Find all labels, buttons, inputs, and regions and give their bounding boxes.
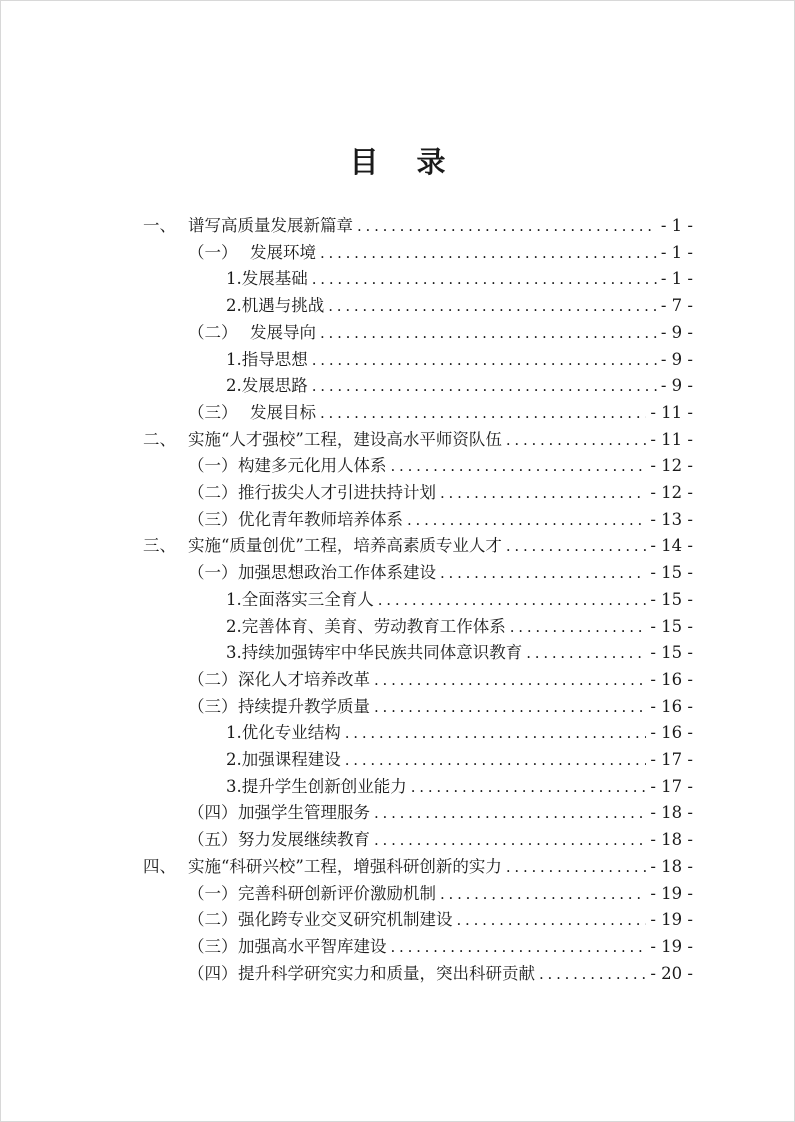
dot-leader <box>312 267 657 291</box>
toc-entry-page: - 17 - <box>650 776 693 796</box>
toc-entry-number: 1. <box>226 723 242 743</box>
toc-entry-number: （二） <box>188 910 238 930</box>
toc-entry-title: 构建多元化用人体系 <box>238 456 387 476</box>
toc-entry-page: - 9 - <box>660 349 693 369</box>
toc-entry-number: （四） <box>188 803 238 823</box>
dot-leader <box>510 615 647 639</box>
toc-entry[interactable] <box>188 962 693 986</box>
toc-entry-page: - 19 - <box>650 910 693 930</box>
dot-leader <box>374 695 646 719</box>
toc-entry-number: 2. <box>226 376 242 396</box>
toc-entry-title: 推行拔尖人才引进扶持计划 <box>238 483 436 502</box>
toc-entry-title: 加强思想政治工作体系建设 <box>238 563 436 583</box>
dot-leader <box>391 454 647 478</box>
toc-entry-title: 持续提升教学质量 <box>238 696 370 716</box>
toc-entry-page: - 1 - <box>660 242 693 262</box>
toc-entry-page: - 15 - <box>650 563 693 583</box>
toc-entry[interactable] <box>188 908 693 932</box>
toc-entry-page: - 15 - <box>650 616 693 636</box>
toc-entry-page: - 18 - <box>650 830 693 850</box>
toc-entry[interactable] <box>226 588 693 612</box>
toc-entry-page: - 18 - <box>650 803 693 823</box>
toc-entry-page: - 1 - <box>660 269 693 289</box>
toc-entry-page: - 19 - <box>650 883 693 903</box>
toc-entry-title: 深化人才培养改革 <box>238 669 370 689</box>
toc-entry-title: 加强课程建设 <box>241 750 341 769</box>
toc-entry-number: （三） <box>188 696 238 716</box>
toc-entry-number: （二） <box>188 669 238 689</box>
toc-entry-number: 三、 <box>143 536 176 556</box>
toc-entry-number: 2. <box>226 750 242 769</box>
dot-leader <box>345 748 647 772</box>
toc-entry-number: （一） <box>188 563 238 583</box>
toc-entry-page: - 9 - <box>660 376 693 396</box>
toc-entry-title: 持续加强铸牢中华民族共同体意识教育 <box>241 643 523 663</box>
toc-entry-page: - 11 - <box>650 429 693 449</box>
dot-leader <box>328 294 657 318</box>
toc-entry-title: 发展导向 <box>250 322 316 342</box>
dot-leader <box>374 801 646 825</box>
toc-entry-title: 实施“质量创优”工程，培养高素质专业人才 <box>188 536 502 556</box>
toc-entry-page: - 1 - <box>660 216 693 235</box>
dot-leader <box>506 428 646 452</box>
toc-entry-number: 1. <box>226 349 242 369</box>
toc-entry[interactable] <box>188 241 693 265</box>
toc-entry-title: 全面落实三全育人 <box>241 589 374 609</box>
toc-entry-title: 发展环境 <box>250 242 316 262</box>
dot-leader <box>440 561 646 585</box>
toc-entry-number: 四、 <box>143 856 176 876</box>
toc-entry-number: 一、 <box>143 216 176 235</box>
toc-entry[interactable] <box>226 294 693 318</box>
dot-leader <box>440 481 646 505</box>
dot-leader <box>539 962 646 986</box>
dot-leader <box>374 828 646 852</box>
toc-entry-title: 优化青年教师培养体系 <box>238 509 403 529</box>
toc-entry-number: 3. <box>226 643 242 663</box>
toc-entry-number: （三） <box>188 936 238 956</box>
toc-entry[interactable] <box>188 695 693 719</box>
toc-entry-page: - 15 - <box>650 643 693 663</box>
toc-entry[interactable] <box>143 855 693 879</box>
toc-entry-title: 发展目标 <box>250 402 316 422</box>
toc-entry[interactable] <box>188 882 693 906</box>
dot-leader <box>407 508 646 532</box>
toc-entry[interactable] <box>188 828 693 852</box>
dot-leader <box>440 882 646 906</box>
toc-entry-number: （五） <box>188 830 238 850</box>
toc-entry-title: 机遇与挑战 <box>241 296 325 316</box>
toc-entry-title: 优化专业结构 <box>241 723 341 743</box>
dot-leader <box>312 348 657 372</box>
toc-entry-number: 1. <box>226 589 242 609</box>
dot-leader <box>526 641 646 665</box>
toc-entry[interactable] <box>226 267 693 291</box>
dot-leader <box>312 374 657 398</box>
toc-entry-page: - 7 - <box>660 296 693 316</box>
dot-leader <box>374 668 646 692</box>
toc-entry-title: 指导思想 <box>241 349 308 369</box>
toc-entry-number: 2. <box>226 296 242 316</box>
toc-entry-title: 实施“科研兴校”工程，增强科研创新的实力 <box>188 856 502 876</box>
dot-leader <box>457 908 647 932</box>
toc-entry-number: （二） <box>188 483 238 502</box>
toc-entry-page: - 15 - <box>650 589 693 609</box>
toc-entry[interactable] <box>143 534 693 558</box>
toc-entry[interactable] <box>143 214 693 238</box>
toc-entry-title: 加强学生管理服务 <box>238 803 370 823</box>
dot-leader <box>357 214 657 238</box>
toc-entry[interactable] <box>188 401 693 425</box>
toc-entry-number: （四） <box>188 963 238 983</box>
toc-entry[interactable] <box>226 348 693 372</box>
toc-entry-page: - 13 - <box>650 509 693 529</box>
dot-leader <box>378 588 647 612</box>
toc-entry-page: - 18 - <box>650 856 693 876</box>
toc-entry-number: （二） <box>188 322 238 342</box>
toc-entry-page: - 12 - <box>650 456 693 476</box>
toc-entry[interactable] <box>188 321 693 345</box>
toc-entry-page: - 11 - <box>650 402 693 422</box>
dot-leader <box>391 935 647 959</box>
toc-entry-title: 发展基础 <box>241 269 308 289</box>
toc-entry[interactable] <box>226 748 693 772</box>
toc-entry-number: （一） <box>188 883 238 903</box>
toc-entry[interactable] <box>188 801 693 825</box>
toc-entry-title: 强化跨专业交叉研究机制建设 <box>238 910 453 930</box>
toc-entry-page: - 20 - <box>650 963 693 983</box>
toc-entry-number: 1. <box>226 269 242 289</box>
toc-entry-page: - 19 - <box>650 936 693 956</box>
toc-entry-title: 努力发展继续教育 <box>238 830 370 850</box>
toc-entry-page: - 16 - <box>650 669 693 689</box>
toc-entry[interactable] <box>143 428 693 452</box>
toc-entry-title: 提升学生创新创业能力 <box>241 776 407 796</box>
toc-entry-page: - 9 - <box>660 322 693 342</box>
toc-entry-number: 二、 <box>143 429 176 449</box>
toc-entry-title: 加强高水平智库建设 <box>238 936 387 956</box>
dot-leader <box>320 321 657 345</box>
toc-entry[interactable] <box>226 775 693 799</box>
toc-title: 目 录 <box>349 145 460 179</box>
toc-entry[interactable] <box>226 615 693 639</box>
dot-leader <box>320 401 646 425</box>
dot-leader <box>320 241 657 265</box>
toc-entry-page: - 16 - <box>650 696 693 716</box>
toc-entry-title: 完善科研创新评价激励机制 <box>238 883 436 903</box>
toc-entry[interactable] <box>188 668 693 692</box>
toc-entry-page: - 14 - <box>650 536 693 556</box>
toc-entry[interactable] <box>188 481 693 505</box>
toc-entry-title: 实施“人才强校”工程，建设高水平师资队伍 <box>188 429 502 449</box>
toc-entry[interactable] <box>226 374 693 398</box>
toc-entry-number: （三） <box>188 402 238 422</box>
toc-entry-number: （一） <box>188 242 238 262</box>
dot-leader <box>506 534 646 558</box>
toc-entry[interactable] <box>188 508 693 532</box>
toc-entry-title: 提升科学研究实力和质量，突出科研贡献 <box>238 963 535 983</box>
toc-entry-page: - 17 - <box>650 750 693 769</box>
toc-entry-page: - 12 - <box>650 483 693 502</box>
toc-entry-title: 完善体育、美育、劳动教育工作体系 <box>241 616 506 636</box>
toc-entry-number: 3. <box>226 776 242 796</box>
toc-entry[interactable] <box>188 561 693 585</box>
toc-entry[interactable] <box>226 721 693 745</box>
dot-leader <box>506 855 646 879</box>
toc-entry-page: - 16 - <box>650 723 693 743</box>
toc-entry[interactable] <box>188 935 693 959</box>
toc-entry-number: 2. <box>226 616 242 636</box>
toc-entry[interactable] <box>226 641 693 665</box>
toc-entry-title: 谱写高质量发展新篇章 <box>188 216 353 235</box>
toc-entry-number: （一） <box>188 456 238 476</box>
toc-entry[interactable] <box>188 454 693 478</box>
dot-leader <box>411 775 647 799</box>
dot-leader <box>345 721 647 745</box>
toc-entry-number: （三） <box>188 509 238 529</box>
toc-entry-title: 发展思路 <box>241 376 308 396</box>
